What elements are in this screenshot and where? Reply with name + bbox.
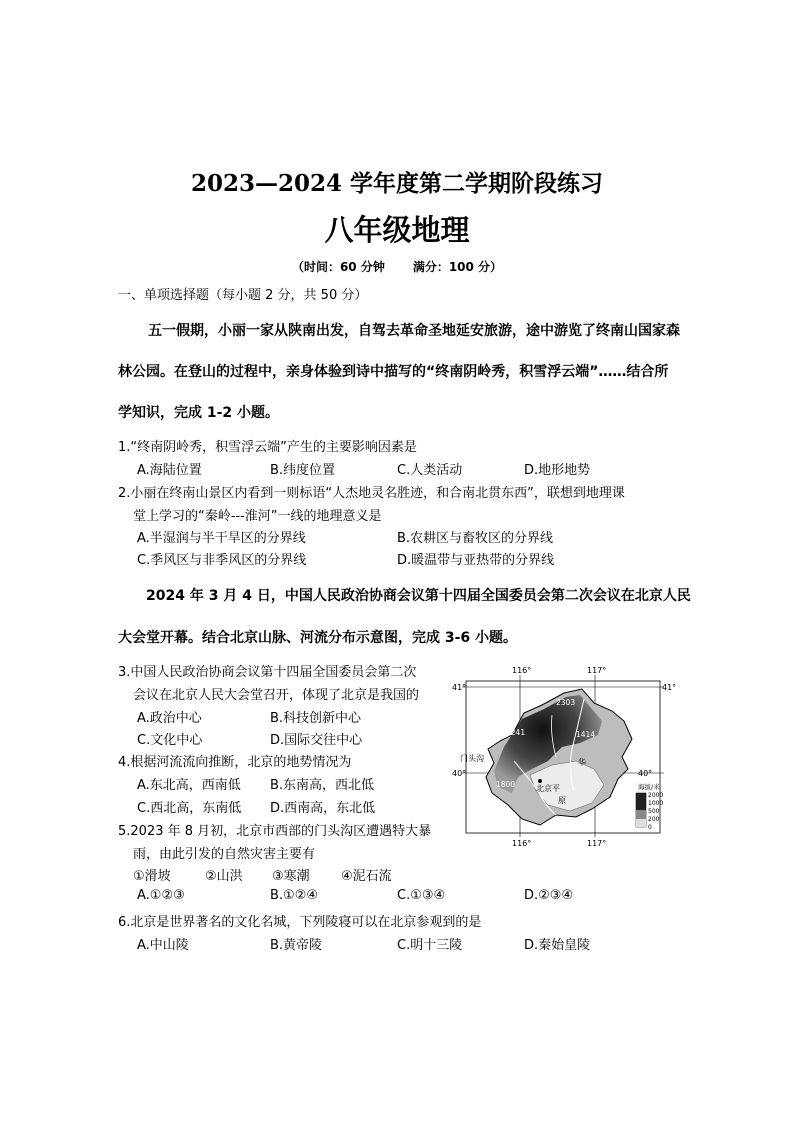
question-5-option-c[interactable]: C.①③④ — [397, 888, 446, 903]
legend-title: 海拔/米 — [638, 783, 660, 791]
peak-label-1: 2303 — [556, 698, 576, 707]
question-5-option-d[interactable]: D.②③④ — [524, 888, 574, 903]
lat-label-41-right: 41° — [662, 683, 676, 692]
lat-label-40-left: 40° — [452, 769, 467, 778]
lon-label-117-top: 117° — [587, 666, 607, 675]
question-2-option-b[interactable]: B.农耕区与畜牧区的分界线 — [397, 531, 554, 546]
document-subtitle: 八年级地理 — [324, 213, 470, 247]
peak-label-2: 2241 — [506, 728, 526, 737]
question-6-option-a[interactable]: A.中山陵 — [137, 938, 189, 953]
beijing-city-marker — [538, 779, 542, 783]
lon-label-117-bottom: 117° — [587, 839, 607, 848]
question-4-option-d[interactable]: D.西南高，东北低 — [270, 801, 376, 816]
question-1-stem: 1.“终南阴岭秀，积雪浮云端”产生的主要影响因素是 — [118, 440, 417, 455]
question-2-option-a[interactable]: A.半湿润与半干旱区的分界线 — [137, 531, 306, 546]
passage2-line-1: 2024 年 3 月 4 日，中国人民政治协商会议第十四届全国委员会第二次会议在北京人民 — [146, 588, 691, 604]
legend-bar-low — [636, 819, 646, 827]
question-5-item-3: ③寒潮 — [272, 869, 310, 884]
passage1-line-3: 学知识，完成 1-2 小题。 — [118, 405, 280, 421]
section-heading: 一、单项选择题（每小题 2 分，共 50 分） — [118, 288, 368, 303]
map-svg — [452, 665, 676, 849]
question-1-option-b[interactable]: B.纬度位置 — [270, 463, 336, 478]
question-1-option-a[interactable]: A.海陆位置 — [137, 463, 202, 478]
passage1-line-1: 五一假期，小丽一家从陕南出发，自驾去革命圣地延安旅游，途中游览了终南山国家森 — [148, 323, 680, 339]
passage1-line-2: 林公园。在登山的过程中，亲身体验到诗中描写的“终南阴岭秀，积雪浮云端”……结合所 — [118, 364, 669, 380]
question-2-stem-line-2: 堂上学习的“秦岭---淮河”一线的地理意义是 — [133, 509, 382, 524]
question-5-stem-line-2: 雨，由此引发的自然灾害主要有 — [133, 847, 316, 862]
beijing-terrain-map — [452, 665, 676, 849]
exam-score: 满分：100 分） — [412, 260, 503, 274]
passage2-line-2: 大会堂开幕。结合北京山脉、河流分布示意图，完成 3-6 小题。 — [118, 630, 518, 646]
question-4-option-a[interactable]: A.东北高，西南低 — [137, 778, 241, 793]
document-title: 2023—2024 学年度第二学期阶段练习 — [190, 170, 604, 197]
question-6-option-d[interactable]: D.秦始皇陵 — [524, 938, 591, 953]
question-3-option-b[interactable]: B.科技创新中心 — [270, 711, 362, 726]
peak-label-4: 1800 — [496, 780, 516, 789]
question-5-item-2: ②山洪 — [205, 869, 243, 884]
question-2-stem-line-1: 2.小丽在终南山景区内看到一则标语“人杰地灵名胜迹，和合南北贯东西”，联想到地理课 — [118, 486, 625, 501]
question-5-option-b[interactable]: B.①②④ — [270, 888, 319, 903]
question-3-stem-line-2: 会议在北京人民大会堂召开，体现了北京是我国的 — [133, 688, 420, 703]
exam-meta — [0, 258, 794, 275]
legend-bar-mid — [636, 810, 646, 819]
legend-value-0: 0 — [648, 824, 652, 831]
legend-value-500: 500 — [648, 808, 660, 815]
question-5-item-1: ①滑坡 — [133, 869, 171, 884]
lon-label-116-bottom: 116° — [512, 839, 532, 848]
question-4-option-c[interactable]: C.西北高，东南低 — [137, 801, 242, 816]
legend-value-2000: 2000 — [648, 792, 664, 799]
question-3-option-a[interactable]: A.政治中心 — [137, 711, 202, 726]
question-6-option-b[interactable]: B.黄帝陵 — [270, 938, 323, 953]
place-label-mentougou: 门头沟 — [460, 754, 484, 763]
question-4-stem: 4.根据河流流向推断，北京的地势情况为 — [118, 755, 352, 770]
question-1-option-d[interactable]: D.地形地势 — [524, 463, 591, 478]
question-5-item-4: ④泥石流 — [341, 869, 392, 884]
place-label-hua: 华 — [578, 758, 586, 767]
question-4-option-b[interactable]: B.东南高，西北低 — [270, 778, 375, 793]
question-5-stem-line-1: 5.2023 年 8 月初，北京市西部的门头沟区遭遇特大暴 — [118, 824, 432, 839]
place-label-plain-suffix: 原 — [558, 796, 566, 805]
legend-value-1000: 1000 — [648, 800, 664, 807]
exam-time: （时间：60 分钟 — [291, 260, 385, 274]
question-1-option-c[interactable]: C.人类活动 — [397, 463, 463, 478]
question-6-option-c[interactable]: C.明十三陵 — [397, 938, 463, 953]
lat-label-41-left: 41° — [452, 683, 467, 692]
place-label-beijing-plain: 北京平 — [536, 784, 560, 793]
question-2-option-c[interactable]: C.季风区与非季风区的分界线 — [137, 553, 307, 568]
lon-label-116-top: 116° — [512, 666, 532, 675]
question-3-stem-line-1: 3.中国人民政治协商会议第十四届全国委员会第二次 — [118, 665, 417, 680]
question-6-stem: 6.北京是世界著名的文化名城，下列陵寝可以在北京参观到的是 — [118, 915, 482, 930]
question-5-option-a[interactable]: A.①②③ — [137, 888, 185, 903]
question-2-option-d[interactable]: D.暖温带与亚热带的分界线 — [397, 553, 555, 568]
peak-label-3: 1414 — [576, 730, 596, 739]
lat-label-40-right: 40° — [638, 769, 653, 778]
question-3-option-c[interactable]: C.文化中心 — [137, 733, 203, 748]
question-3-option-d[interactable]: D.国际交往中心 — [270, 733, 363, 748]
legend-value-200: 200 — [648, 816, 660, 823]
